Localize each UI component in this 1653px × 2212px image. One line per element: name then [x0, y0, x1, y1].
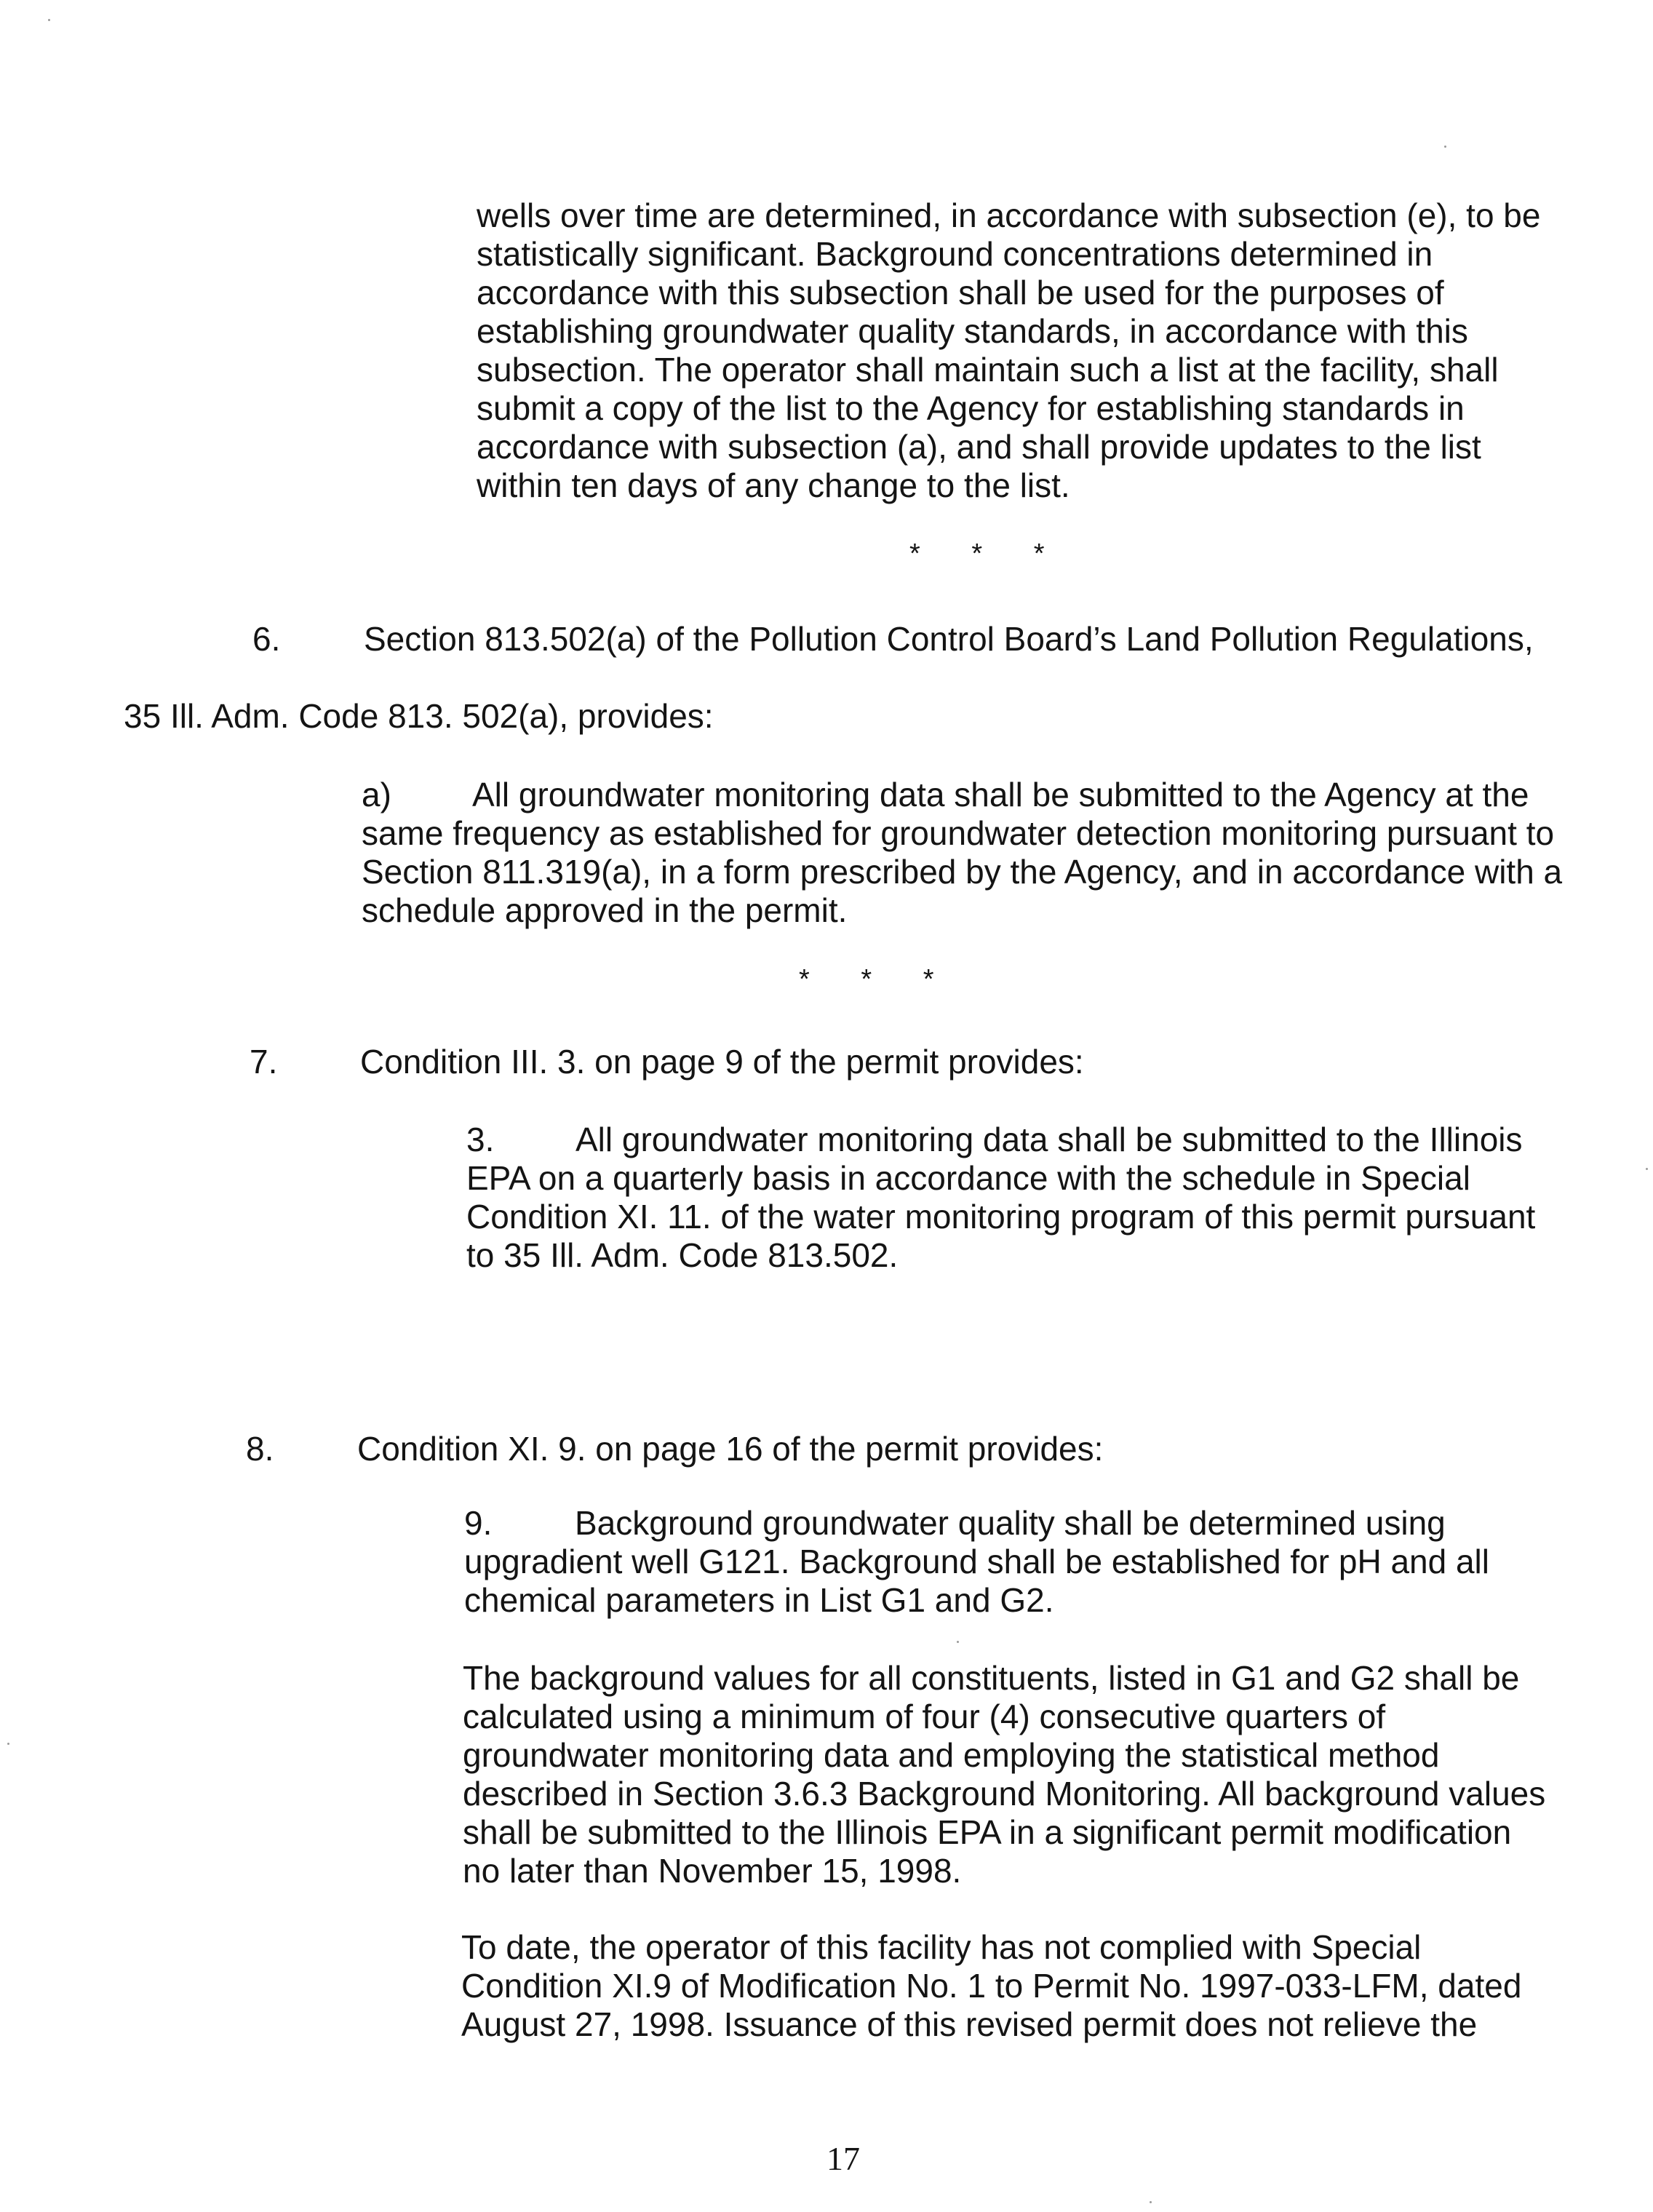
- page-number: 17: [826, 2140, 860, 2177]
- quote-label: 3.: [466, 1121, 495, 1158]
- block-quote-paragraph: To date, the operator of this facility has not complied with Special Condition XI.9 of Modification No. 1 to Permit No. 1997-033-LFM, dated August 27, 1998. Issuance of this revised permit does not relieve the: [461, 1928, 1522, 2043]
- paragraph-text: 35 Ill. Adm. Code 813. 502(a), provides:: [124, 697, 714, 735]
- scan-speck: [1646, 1168, 1648, 1170]
- paragraph-number: 8.: [246, 1430, 274, 1468]
- block-quote: [466, 1121, 1572, 1275]
- quote-text: All groundwater monitoring data shall be submitted to the Agency at the same frequency as established for groundwater detection monitoring pursuant to Section 811.319(a), in a form prescribed by the Agency, and in accordance with a schedule approved in the permit.: [362, 776, 1563, 929]
- paragraph-text: Section 813.502(a) of the Pollution Control Board’s Land Pollution Regulations,: [364, 620, 1534, 658]
- block-quote: [464, 1504, 1556, 1620]
- scan-speck: [7, 1743, 9, 1745]
- scan-speck: [48, 19, 50, 21]
- quote-continuation: wells over time are determined, in accordance with subsection (e), to be statistically significant. Background concentrations determined in accordance with this subsection shall be used for the purposes of establishing groundwater quality standards, in accordance with this subsection. The operator shall maintain such a list at the facility, shall submit a copy of the list to the Agency for establishing standards in accordance with subsection (a), and shall provide updates to the list within ten days of any change to the list.: [477, 196, 1541, 504]
- paragraph-text: Condition III. 3. on page 9 of the permit provides:: [360, 1043, 1084, 1081]
- quote-text: Background groundwater quality shall be determined using upgradient well G121. Background shall be established for pH and all chemical parameters in List G1 and G2.: [464, 1504, 1489, 1619]
- paragraph-text: Condition XI. 9. on page 16 of the permit provides:: [357, 1430, 1104, 1468]
- quote-text: All groundwater monitoring data shall be submitted to the Illinois EPA on a quarterly basis in accordance with the schedule in Special Condition XI. 11. of the water monitoring program of this permit pursuant to 35 Ill. Adm. Code 813.502.: [466, 1121, 1536, 1274]
- scan-speck: [1444, 146, 1446, 148]
- block-quote: [362, 776, 1569, 930]
- scan-speck: [1150, 2201, 1152, 2203]
- block-quote-paragraph: The background values for all constituents, listed in G1 and G2 shall be calculated using a minimum of four (4) consecutive quarters of groundwater monitoring data and employing the statistical method described in Section 3.6.3 Background Monitoring. All background values shall be submitted to the Illinois EPA in a significant permit modification no later than November 15, 1998.: [463, 1659, 1546, 1890]
- quote-label: a): [362, 776, 391, 813]
- scan-speck: [957, 1641, 959, 1643]
- paragraph-number: 6.: [252, 620, 281, 658]
- ellipsis-stars: * * *: [909, 538, 1067, 569]
- ellipsis-stars: * * *: [799, 964, 956, 995]
- quote-label: 9.: [464, 1504, 493, 1542]
- paragraph-number: 7.: [250, 1043, 278, 1081]
